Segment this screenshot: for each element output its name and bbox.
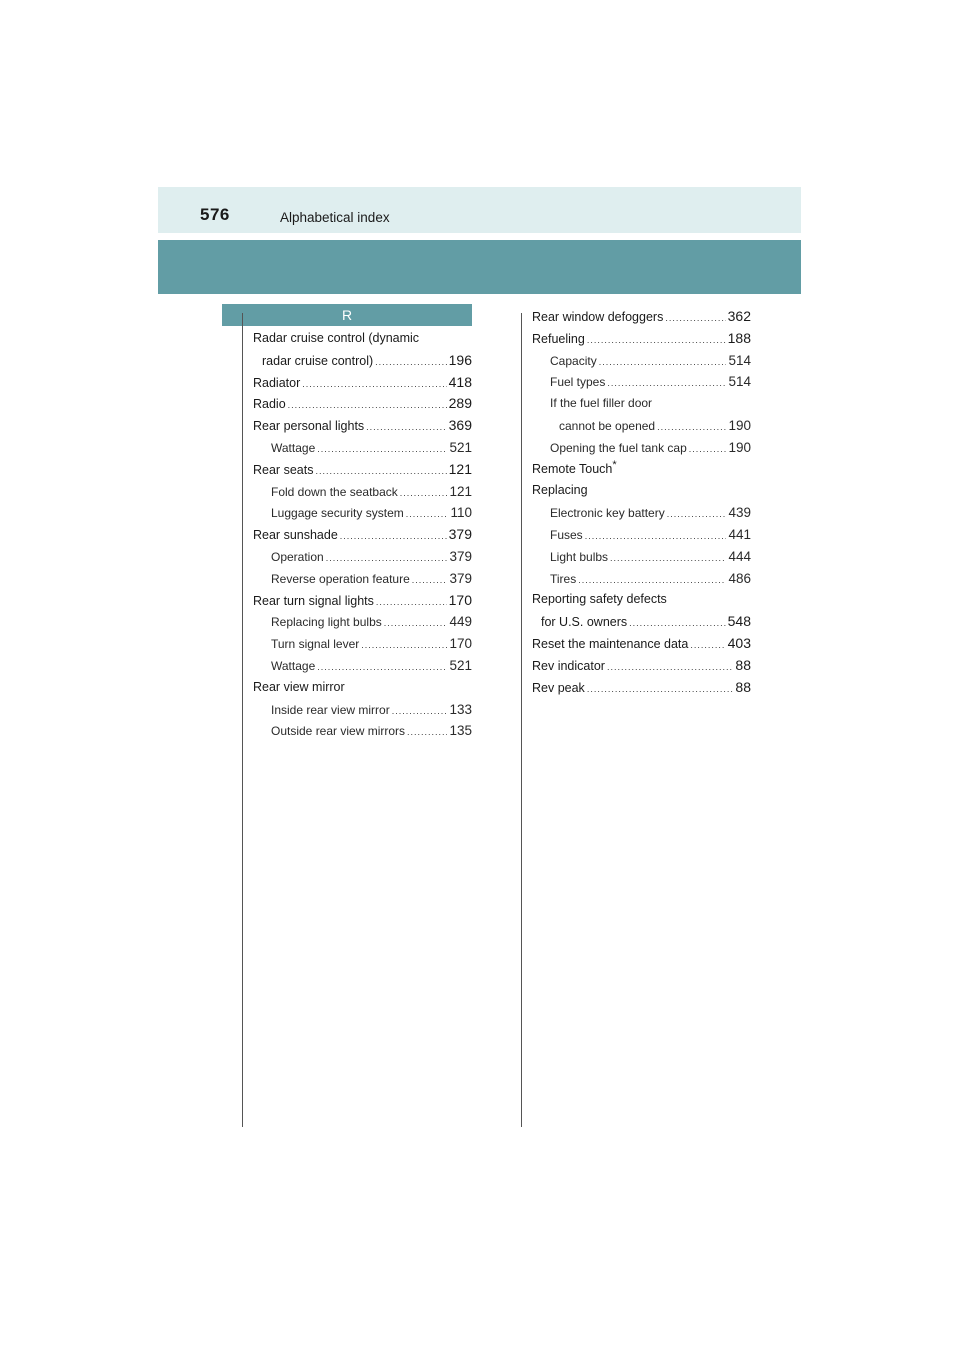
index-subentry[interactable] [253, 437, 472, 459]
page-reference[interactable]: 121 [448, 460, 472, 477]
index-subentry[interactable] [253, 633, 472, 655]
page-reference[interactable]: 88 [735, 656, 751, 673]
dot-leader [665, 308, 725, 330]
index-subentry[interactable] [253, 481, 472, 503]
dot-leader [599, 352, 727, 374]
page-reference[interactable]: 514 [728, 374, 751, 390]
index-entry[interactable] [532, 611, 751, 633]
index-subentry[interactable] [253, 502, 472, 524]
page-reference[interactable]: 362 [727, 308, 751, 324]
header-bar [158, 187, 801, 233]
page-reference[interactable]: 369 [448, 417, 472, 434]
dot-leader [629, 613, 726, 635]
index-subentry[interactable] [532, 350, 751, 372]
page-reference[interactable]: 88 [735, 678, 751, 695]
page-reference[interactable]: 110 [450, 505, 472, 521]
page-reference[interactable]: 190 [728, 439, 751, 455]
page-reference[interactable]: 449 [449, 614, 472, 630]
dot-leader [400, 483, 448, 505]
entry-text: Refueling [532, 331, 585, 346]
index-subentry[interactable] [532, 393, 751, 415]
page-number: 576 [200, 205, 230, 224]
index-entry[interactable] [532, 633, 751, 655]
entry-text: Remote Touch [532, 461, 613, 476]
dot-leader [392, 701, 448, 723]
page-reference[interactable]: 439 [728, 505, 751, 521]
page-reference[interactable]: 121 [449, 483, 472, 499]
entry-text: Tires [550, 571, 577, 586]
entry-text: Luggage security system [271, 506, 404, 521]
entry-text: Fuses [550, 527, 583, 542]
dot-leader [366, 417, 446, 439]
index-entry[interactable] [253, 459, 472, 481]
page-reference[interactable]: 486 [728, 570, 751, 586]
entry-text: Rear personal lights [253, 419, 365, 434]
entry-text: Rear sunshade [253, 528, 338, 543]
left-column-rule [242, 313, 243, 1127]
entry-text: Fold down the seatback [271, 484, 398, 499]
index-entry[interactable] [532, 459, 751, 481]
index-entry[interactable] [532, 328, 751, 350]
entry-text: Opening the fuel tank cap [550, 440, 687, 455]
entry-text: Rear turn signal lights [253, 593, 374, 608]
dot-leader [667, 504, 727, 526]
index-subentry[interactable] [253, 720, 472, 742]
page-reference[interactable]: 548 [727, 613, 751, 630]
dot-leader [610, 548, 726, 570]
entry-text: Fuel types [550, 375, 606, 390]
entry-text: Light bulbs [550, 549, 609, 564]
dot-leader [657, 417, 726, 439]
dot-leader [406, 504, 449, 526]
page-reference[interactable]: 135 [449, 723, 472, 739]
page-reference[interactable]: 170 [449, 636, 472, 652]
index-entry[interactable] [253, 393, 472, 415]
index-subentry[interactable] [532, 524, 751, 546]
dot-leader [376, 592, 447, 614]
dot-leader [585, 526, 727, 548]
footnote-marker: * [612, 458, 617, 471]
page-reference[interactable]: 379 [448, 526, 472, 543]
section-letter-tab: R [222, 304, 472, 326]
entry-text: Radio [253, 397, 286, 412]
page-reference[interactable]: 379 [449, 548, 472, 564]
index-entry[interactable] [253, 328, 472, 350]
entry-text: cannot be opened [559, 418, 656, 433]
page-reference[interactable]: 133 [449, 701, 472, 717]
entry-text: Wattage [271, 440, 316, 455]
index-column-left [253, 328, 472, 742]
section-band [158, 240, 801, 294]
dot-leader [302, 374, 446, 396]
index-entry[interactable] [253, 677, 472, 699]
index-subentry[interactable] [253, 568, 472, 590]
entry-text: Wattage [271, 658, 316, 673]
index-entry[interactable] [532, 677, 751, 699]
index-entry[interactable] [532, 655, 751, 677]
index-subentry[interactable] [532, 568, 751, 590]
entry-text: Reset the maintenance data [532, 636, 689, 651]
index-subentry[interactable] [253, 611, 472, 633]
dot-leader [288, 395, 447, 417]
entry-text: Rear seats [253, 462, 314, 477]
page-reference[interactable]: 521 [449, 439, 472, 455]
index-subentry[interactable] [253, 699, 472, 721]
right-column-rule [521, 313, 522, 1127]
entry-text: Operation [271, 549, 324, 564]
dot-leader [412, 570, 448, 592]
dot-leader [578, 570, 726, 592]
dot-leader [317, 657, 447, 679]
dot-leader [384, 613, 448, 635]
dot-leader [340, 526, 447, 548]
entry-text: Capacity [550, 353, 597, 368]
page-reference[interactable]: 190 [728, 417, 751, 433]
page-reference[interactable]: 196 [448, 351, 472, 368]
index-entry[interactable] [253, 524, 472, 546]
dot-leader [407, 722, 447, 744]
page-reference[interactable]: 444 [728, 548, 751, 564]
index-subentry[interactable] [532, 502, 751, 524]
dot-leader [690, 635, 725, 657]
page-title: Alphabetical index [280, 210, 390, 225]
index-entry[interactable] [532, 589, 751, 611]
index-column-right [532, 306, 751, 698]
entry-text: Rev indicator [532, 658, 605, 673]
page-reference[interactable]: 289 [448, 395, 472, 412]
entry-text: Replacing light bulbs [271, 615, 382, 630]
index-entry[interactable] [253, 590, 472, 612]
dot-leader [326, 548, 448, 570]
dot-leader [315, 461, 446, 483]
index-subentry[interactable] [532, 415, 751, 437]
dot-leader [375, 352, 446, 374]
entry-text: for U.S. owners [541, 615, 628, 630]
index-subentry[interactable] [532, 371, 751, 393]
dot-leader [361, 635, 447, 657]
index-subentry[interactable] [532, 437, 751, 459]
dot-leader [689, 439, 727, 461]
entry-text: Outside rear view mirrors [271, 724, 406, 739]
page-reference[interactable]: 379 [449, 570, 472, 586]
entry-text: Reporting safety defects [532, 592, 667, 607]
page-reference[interactable]: 170 [448, 591, 472, 608]
entry-text: Rev peak [532, 680, 585, 695]
index-subentry[interactable] [253, 655, 472, 677]
dot-leader [607, 657, 733, 679]
page-reference[interactable]: 521 [449, 657, 472, 673]
dot-leader [587, 679, 734, 701]
index-subentry[interactable] [253, 546, 472, 568]
page-reference[interactable]: 441 [728, 526, 751, 542]
entry-text: Rear view mirror [253, 679, 345, 694]
dot-leader [317, 439, 447, 461]
entry-text: Radiator [253, 375, 301, 390]
entry-text: Reverse operation feature [271, 571, 410, 586]
index-entry[interactable] [532, 306, 751, 328]
entry-text: Turn signal lever [271, 637, 360, 652]
page-reference[interactable]: 418 [448, 373, 472, 390]
entry-text: Radar cruise control (dynamic [253, 331, 420, 345]
index-entry[interactable] [253, 415, 472, 437]
entry-text: If the fuel filler door [550, 396, 653, 411]
page-reference[interactable]: 514 [728, 352, 751, 368]
index-entry[interactable] [253, 350, 472, 372]
page-reference[interactable]: 188 [727, 329, 751, 346]
dot-leader [607, 373, 726, 395]
index-subentry[interactable] [532, 546, 751, 568]
page-reference[interactable]: 403 [727, 634, 751, 651]
entry-text: Electronic key battery [550, 506, 665, 521]
dot-leader [587, 330, 726, 352]
entry-text: Rear window defoggers [532, 310, 664, 324]
entry-text: radar cruise control) [262, 353, 374, 368]
entry-text: Replacing [532, 483, 588, 498]
index-entry[interactable] [253, 372, 472, 394]
entry-text: Inside rear view mirror [271, 702, 390, 717]
index-entry[interactable] [532, 480, 751, 502]
